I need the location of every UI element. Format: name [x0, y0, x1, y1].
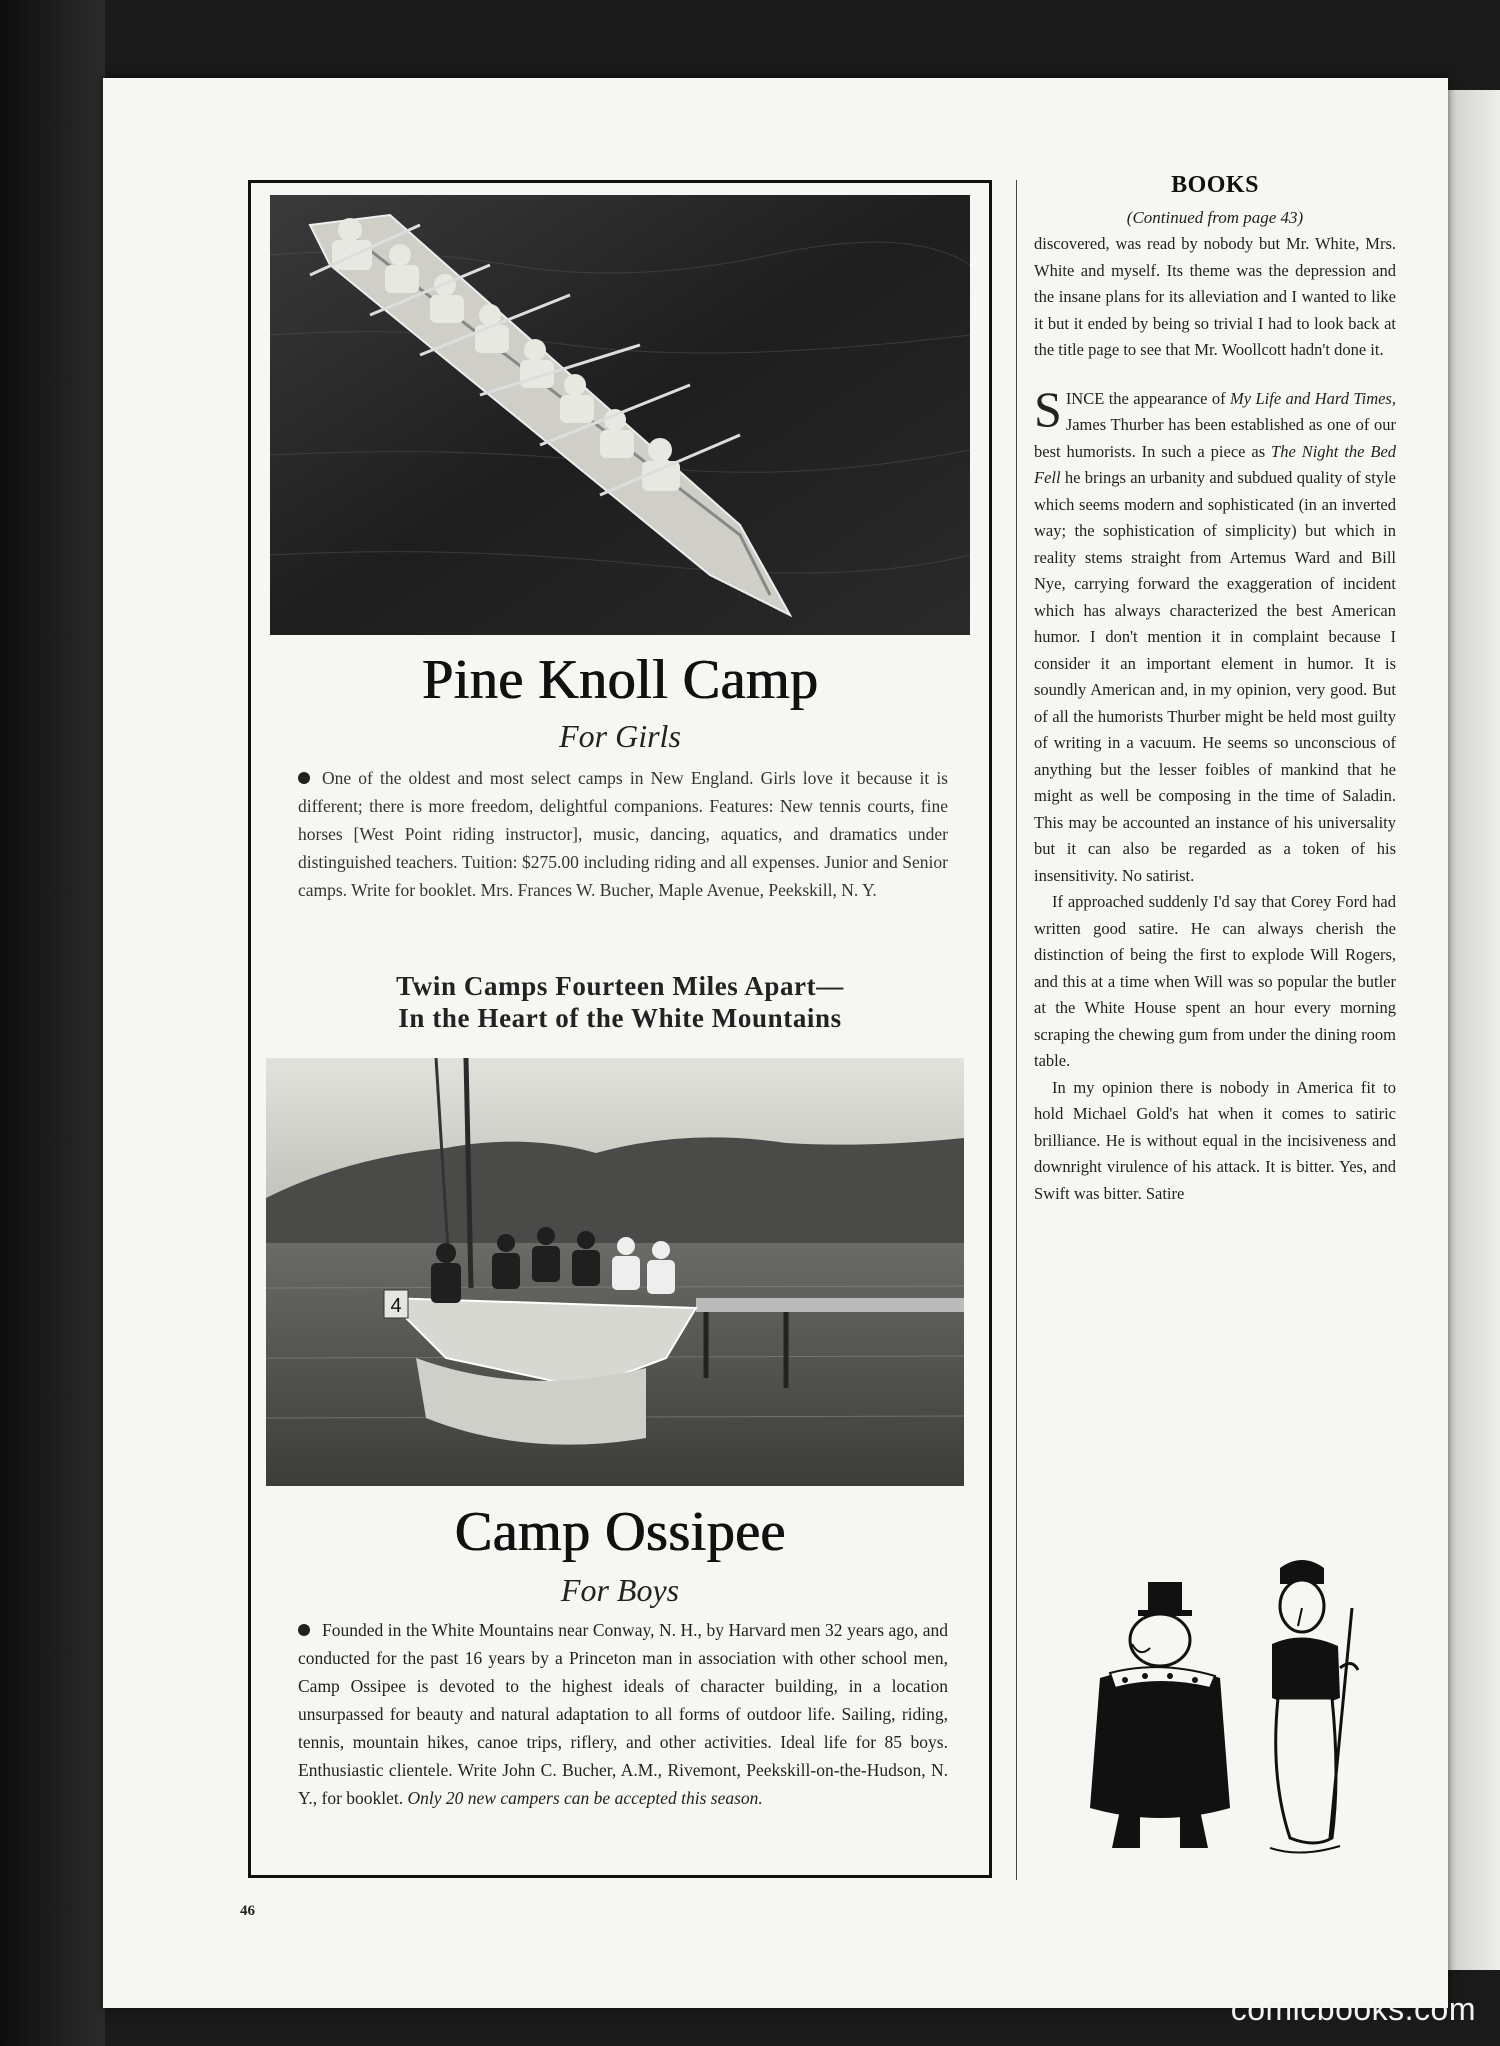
- twin-camps-heading-line2: In the Heart of the White Mountains: [398, 1003, 842, 1033]
- pine-knoll-subtitle: For Girls: [559, 718, 681, 754]
- books-paragraph-2-rest: he brings an urbanity and subdued quality of style which seems modern and sophisticated (in an inverted way; the sophistication of simplicity) but which in reality stems straight from Artemus Ward and Bill Nye, carrying forward the exaggeration of incident which has always characterized the best American humor. I don't mention it in complaint because I consider it an important element in humor. It is soundly American and, in my opinion, very good. But of all the humorists Thurber might be held most guilty of writing in a vacuum. He seems so unconscious of anything but the lesser foibles of mankind that he might as well be composing in the time of Saladin. This may be accounted an instance of his universality but it can also be regarded as a token of his insensitivity. No satirist.: [1034, 468, 1396, 885]
- book-title-bed-fell: The Night the Bed Fell: [1034, 441, 1397, 487]
- books-paragraph-2: [1034, 380, 1397, 890]
- book-title-my-life: My Life and Hard Times,: [1230, 388, 1396, 408]
- twin-camps-heading-line1: Twin Camps Fourteen Miles Apart—: [396, 971, 844, 1001]
- sail-number: 4: [390, 1295, 402, 1317]
- books-column: [1034, 172, 1396, 1207]
- cartoon-illustration: [1040, 1548, 1390, 1864]
- page-number: 46: [240, 1903, 255, 1919]
- pine-knoll-title: Pine Knoll Camp: [421, 649, 819, 711]
- pine-knoll-body-text: One of the oldest and most select camps in New England. Girls love it because it is different; there is more freedom, delightful companions. Features: New tennis courts, fine horses [West Point riding instructor], music, dancing, aquatics, and dramatics under distinguished teachers. Tuition: $275.00 including riding and all expenses. Junior and Senior camps. Write for booklet. Mrs. Frances W. Bucher, Maple Avenue, Peekskill, N. Y.: [298, 768, 948, 900]
- books-paragraph-2-mid: James Thurber has been established as one of our best humorists. In such a piece as: [1034, 415, 1396, 461]
- scan-edge: [0, 0, 105, 2046]
- camp-ossipee-body-text: Founded in the White Mountains near Conway, N. H., by Harvard men 32 years ago, and conducted for the past 16 years by a Princeton man in association with other school men, Camp Ossipee is devoted to the highest ideals of character building, in a location unsurpassed for beauty and natural adaptation to all forms of outdoor life. Sailing, riding, tennis, mountain hikes, canoe trips, riflery, and other activities. Ideal life for 85 boys. Enthusiastic clientele. Write John C. Bucher, A.M., Rivemont, Peekskill-on-the-Hudson, N. Y., for booklet.: [298, 1620, 948, 1808]
- cartoon-drawing: [1040, 1548, 1390, 1864]
- sailboat-photo-image: [266, 1058, 964, 1486]
- twin-camps-heading: [248, 970, 992, 1034]
- camp-ossipee-limit-note: Only 20 new campers can be accepted this season.: [407, 1788, 763, 1808]
- continued-note: (Continued from page 43): [1126, 208, 1304, 227]
- bullet-icon: [298, 772, 310, 784]
- books-heading: BOOKS: [1171, 172, 1259, 198]
- canoe-photo: [270, 195, 970, 635]
- bullet-icon: [298, 1624, 310, 1636]
- camp-ossipee-description: [298, 1616, 948, 1812]
- canoe-photo-image: [270, 195, 970, 635]
- books-paragraph-2-lead: INCE the appearance of: [1065, 388, 1231, 408]
- column-divider: [1016, 180, 1017, 1880]
- books-paragraph-3: If approached suddenly I'd say that Corey Ford had written good satire. He can always cherish the distinction of being the first to explode Will Rogers, and this at a time when Will was so popular the butler at the White House spent an hour every morning scraping the chewing gum from under the dining room table.: [1034, 892, 1396, 1070]
- camp-ossipee-subtitle: For Boys: [560, 1572, 680, 1608]
- drop-cap: S: [1034, 380, 1062, 437]
- books-paragraph-4: In my opinion there is nobody in America fit to hold Michael Gold's hat when it comes to satiric brilliance. He is without equal in the incisiveness and downright virulence of his attack. It is bitter. Yes, and Swift was bitter. Satire: [1034, 1077, 1396, 1203]
- pine-knoll-description: [298, 764, 948, 904]
- camp-ossipee-title: Camp Ossipee: [454, 1501, 786, 1563]
- sailboat-photo: [266, 1058, 964, 1486]
- books-paragraph-1: discovered, was read by nobody but Mr. White, Mrs. White and myself. Its theme was the depression and the insane plans for its alleviation and I wanted to like it but it ended by being so trivial I had to look back at the title page to see that Mr. Woollcott hadn't done it.: [1034, 234, 1396, 359]
- site-watermark: comicbooks.com: [1230, 1991, 1476, 2027]
